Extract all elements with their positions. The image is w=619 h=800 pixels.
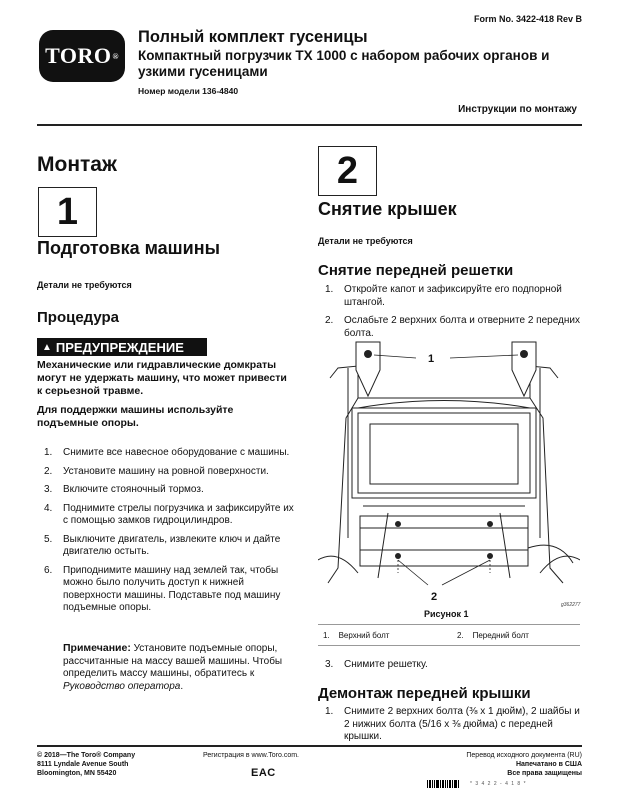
callout-1: 1 [428, 353, 435, 365]
grille-steps-list [318, 284, 580, 346]
step-number-1: 1 [38, 187, 97, 237]
figure-caption: Рисунок 1 [424, 609, 469, 619]
callout-2: 2 [431, 591, 438, 603]
step-title-2: Снятие крышек [318, 199, 457, 219]
instructions-label: Инструкции по монтажу [458, 104, 577, 115]
step-number-2: 2 [318, 146, 377, 196]
footer-divider [37, 745, 582, 747]
list-item: 3. Включите стояночный тормоз. [44, 484, 204, 495]
barcode-text: * 3 4 2 2 - 4 1 8 * [470, 781, 527, 787]
subsection-front-grille: Снятие передней решетки [318, 262, 514, 279]
legend-bottom-rule [318, 645, 580, 646]
operator-manual-ref: Руководство оператора [63, 680, 181, 692]
list-item: 1. Откройте капот и зафиксируйте его подпорной штангой. [325, 284, 562, 308]
translation-note: Перевод исходного документа (RU) [466, 752, 582, 759]
warning-paragraph-2: Для поддержки машины используйте подъемные опоры. [37, 404, 234, 429]
header-divider [37, 124, 582, 126]
warning-banner [37, 338, 207, 356]
legend-item-1: 1. Верхний болт [323, 631, 390, 640]
address-line-1: 8111 Lyndale Avenue South [37, 761, 129, 768]
figure-id: g362277 [561, 602, 581, 608]
footer-company [37, 751, 135, 778]
model-number: Номер модели 136-4840 [138, 86, 239, 96]
procedure-title: Процедура [37, 309, 120, 326]
list-item: 2. Ослабьте 2 верхних болта и отверните 2 передних болта. [325, 315, 580, 339]
list-item: 2. Установите машину на ровной поверхности. [44, 465, 269, 477]
footer-print-info [466, 751, 582, 778]
barcode [427, 780, 467, 788]
prep-steps-list [37, 447, 299, 621]
subsection-front-cover: Демонтаж передней крышки [318, 685, 531, 702]
legend-item-2: 2. Передний болт [457, 631, 529, 640]
no-parts-2: Детали не требуются [318, 236, 413, 246]
rights-reserved: Все права защищены [507, 770, 582, 777]
copyright: © 2018—The Toro® Company [37, 752, 136, 759]
registration-text: Регистрация в www.Toro.com. [203, 752, 299, 759]
grille-step-3 [318, 659, 580, 678]
list-item: 1. Снимите все навесное оборудование с машины. [44, 447, 290, 458]
address-line-2: Bloomington, MN 55420 [37, 770, 117, 777]
figure-1-drawing [318, 338, 580, 608]
cover-steps-list [318, 706, 580, 750]
list-item: 5. Выключите двигатель, извлеките ключ и дайте двигателю остыть. [44, 533, 281, 557]
warning-triangle-icon: ▲ [42, 341, 52, 353]
section-title: Монтаж [37, 153, 117, 176]
warning-text [37, 359, 287, 436]
printed-in: Напечатано в США [515, 761, 582, 768]
legend-top-rule [318, 624, 580, 625]
eac-mark: EAC [251, 767, 276, 779]
list-item: 4. Поднимите стрелы погрузчика и зафиксируйте их с помощью замков гидроцилиндров. [44, 502, 294, 526]
no-parts-1: Детали не требуются [37, 280, 132, 290]
list-item: 3. Снимите решетку. [325, 659, 428, 670]
step-title-1: Подготовка машины [37, 238, 220, 258]
note-label: Примечание: [63, 642, 131, 654]
form-number: Form No. 3422-418 Rev B [473, 14, 582, 24]
list-item: 1. Снимите 2 верхних болта (⅜ x 1 дюйм), 2 шайбы и 2 нижних болта (5/16 x ⅜ дюйма) с передней крышки. [325, 706, 580, 742]
note-paragraph: Примечание: Установите подъемные опоры, рассчитанные на массу вашей машины. Чтобы определить массу машины, обратитесь к Руководство оператора. [63, 642, 283, 692]
warning-paragraph-1: Механические или гидравлические домкраты могут не удержать машину, что может привести к серьезной травме. [37, 359, 287, 397]
warning-label: ПРЕДУПРЕЖДЕНИЕ [55, 339, 184, 355]
toro-logo: TORO ® [39, 30, 125, 82]
document-title: Полный комплект гусеницы [138, 28, 368, 46]
document-subtitle: Компактный погрузчик TX 1000 с набором рабочих органов и узкими гусеницами [138, 48, 550, 79]
list-item: 6. Приподнимите машину над землей так, чтобы можно было получить доступ к нижней поверхности машины. Подставьте под машину подъемные опоры. [44, 564, 281, 613]
